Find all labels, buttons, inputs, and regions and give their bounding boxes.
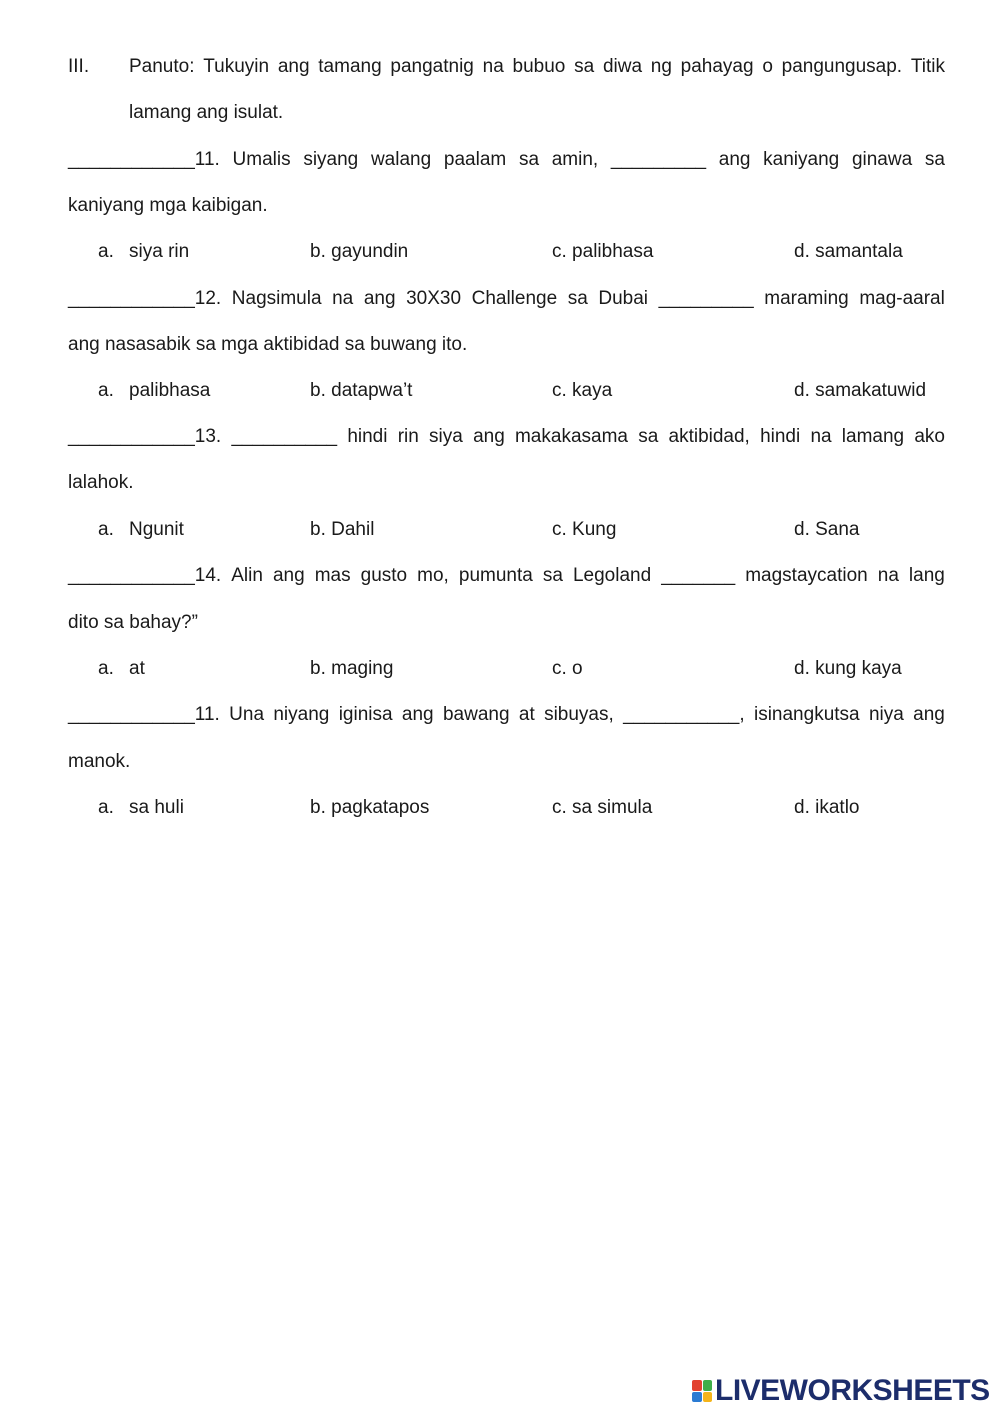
option-a-label: a. — [98, 658, 114, 679]
instruction-word: tamang — [318, 56, 382, 77]
instruction-word: pangungusap. — [781, 56, 903, 77]
instruction-line-1 — [129, 52, 945, 82]
instruction-word: Panuto: — [129, 56, 195, 77]
question-13-option-c[interactable]: c. Kung — [552, 519, 617, 540]
question-11-option-c[interactable]: c. palibhasa — [552, 241, 654, 262]
instruction-word: ng — [650, 56, 672, 77]
logo-square-green — [703, 1380, 713, 1391]
instruction-word: Titik — [910, 56, 945, 77]
instruction-word: diwa — [602, 56, 643, 77]
question-15-option-a[interactable]: sa huli — [129, 797, 184, 818]
question-12-line-1: ____________12. Nagsimula na ang 30X30 Challenge sa Dubai _________ maraming mag-aaral — [68, 288, 945, 309]
question-15-option-c[interactable]: c. sa simula — [552, 797, 653, 818]
question-15-option-d[interactable]: d. ikatlo — [794, 797, 860, 818]
question-13-option-d[interactable]: d. Sana — [794, 519, 860, 540]
instruction-word: bubuo — [512, 56, 566, 77]
option-a-label: a. — [98, 380, 114, 401]
instruction-word: o — [762, 56, 773, 77]
logo-square-blue — [692, 1392, 702, 1403]
question-12-option-a[interactable]: palibhasa — [129, 380, 211, 401]
section-number: III. — [68, 56, 90, 77]
question-11-line-2: kaniyang mga kaibigan. — [68, 195, 268, 216]
question-15-line-2: manok. — [68, 751, 131, 772]
question-13-option-a[interactable]: Ngunit — [129, 519, 184, 540]
instruction-line-2: lamang ang isulat. — [129, 102, 284, 123]
question-14-option-b[interactable]: b. maging — [310, 658, 394, 679]
question-14-line-2: dito sa bahay?” — [68, 612, 198, 633]
question-11-option-d[interactable]: d. samantala — [794, 241, 903, 262]
question-15-option-b[interactable]: b. pagkatapos — [310, 797, 430, 818]
instruction-word: ang — [277, 56, 310, 77]
question-14-line-1: ____________14. Alin ang mas gusto mo, pumunta sa Legoland _______ magstaycation na lang — [68, 565, 945, 586]
liveworksheets-icon — [692, 1380, 712, 1402]
question-11-line-1: ____________11. Umalis siyang walang paalam sa amin, _________ ang kaniyang ginawa sa — [68, 149, 945, 170]
instruction-word: na — [482, 56, 504, 77]
question-12-option-c[interactable]: c. kaya — [552, 380, 613, 401]
option-a-label: a. — [98, 797, 114, 818]
question-11-option-b[interactable]: b. gayundin — [310, 241, 409, 262]
instruction-word: pangatnig — [390, 56, 474, 77]
liveworksheets-logo — [692, 1374, 990, 1408]
question-12-option-b[interactable]: b. datapwa’t — [310, 380, 413, 401]
question-14-option-a[interactable]: at — [129, 658, 145, 679]
logo-square-yellow — [703, 1392, 713, 1403]
logo-square-red — [692, 1380, 702, 1391]
question-12-line-2: ang nasasabik sa mga aktibidad sa buwang ito. — [68, 334, 468, 355]
question-13-line-1: ____________13. __________ hindi rin siya ang makakasama sa aktibidad, hindi na lamang ako — [68, 426, 945, 447]
question-11-option-a[interactable]: siya rin — [129, 241, 190, 262]
question-14-option-c[interactable]: c. o — [552, 658, 583, 679]
question-15-line-1: ____________11. Una niyang iginisa ang bawang at sibuyas, ___________, isinangkutsa niya ang — [68, 704, 945, 725]
question-14-option-d[interactable]: d. kung kaya — [794, 658, 902, 679]
option-a-label: a. — [98, 519, 114, 540]
instruction-word: Tukuyin — [203, 56, 270, 77]
option-a-label: a. — [98, 241, 114, 262]
instruction-word: pahayag — [680, 56, 754, 77]
instruction-word: sa — [574, 56, 595, 77]
liveworksheets-wordmark: LIVEWORKSHEETS — [715, 1374, 990, 1407]
question-13-option-b[interactable]: b. Dahil — [310, 519, 375, 540]
question-13-line-2: lalahok. — [68, 472, 134, 493]
question-12-option-d[interactable]: d. samakatuwid — [794, 380, 927, 401]
